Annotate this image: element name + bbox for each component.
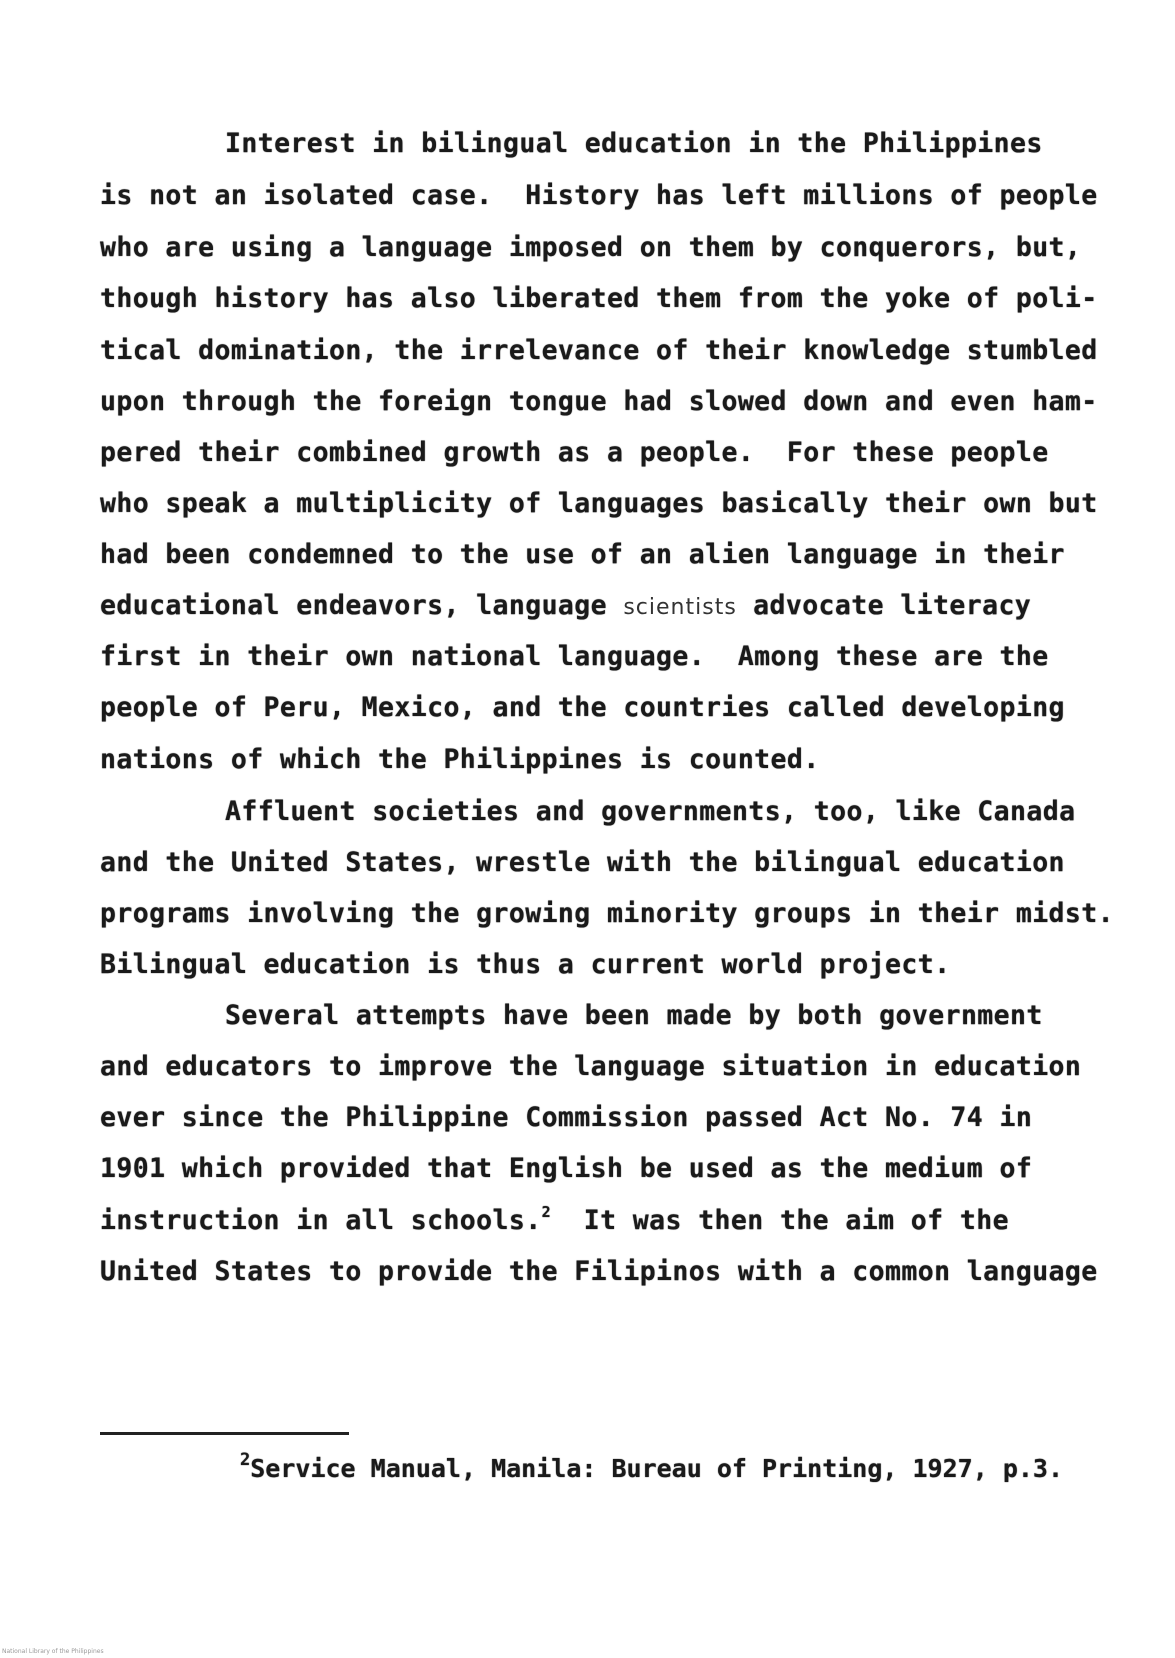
paragraph-1-line-7: pered their combined growth as a people. For these people xyxy=(100,437,1049,468)
footnote-reference: 2 xyxy=(541,1203,552,1221)
paragraph-1-line-5: tical domination, the irrelevance of their knowledge stumbled xyxy=(100,335,1098,366)
paragraph-2-line-1: Affluent societies and governments, too, like Canada xyxy=(225,796,1076,827)
paragraph-3-line-6: United States to provide the Filipinos with a common language xyxy=(100,1256,1098,1287)
footnote-divider xyxy=(100,1432,349,1435)
footnote xyxy=(240,1450,1064,1483)
line-10-end: advocate literacy xyxy=(736,590,1032,621)
paragraph-1-line-2: is not an isolated case. History has left millions of people xyxy=(100,180,1098,211)
footnote-marker: 2 xyxy=(240,1450,251,1470)
line-10-start: educational endeavors, language xyxy=(100,590,624,621)
paragraph-2-line-4: Bilingual education is thus a current world project. xyxy=(100,949,951,980)
paragraph-3-line-2: and educators to improve the language situation in education xyxy=(100,1051,1082,1082)
paragraph-1-line-1: Interest in bilingual education in the Philippines xyxy=(225,128,1043,159)
paragraph-1-line-13: nations of which the Philippines is counted. xyxy=(100,744,820,775)
paragraph-3-line-4: 1901 which provided that English be used as the medium of xyxy=(100,1153,1033,1184)
paragraph-1-line-3: who are using a language imposed on them by conquerors, but, xyxy=(100,232,1082,263)
footnote-text: Service Manual, Manila: Bureau of Printing, 1927, p.3. xyxy=(250,1454,1064,1483)
paragraph-2-line-3: programs involving the growing minority groups in their midst. xyxy=(100,898,1114,929)
paragraph-1-line-10 xyxy=(100,590,1031,624)
paragraph-3-line-1: Several attempts have been made by both government xyxy=(225,1000,1043,1031)
paragraph-1-line-4: though history has also liberated them from the yoke of poli- xyxy=(100,283,1098,314)
paragraph-1-line-6: upon through the foreign tongue had slowed down and even ham- xyxy=(100,386,1098,417)
paragraph-2-line-2: and the United States, wrestle with the bilingual education xyxy=(100,847,1065,878)
paragraph-3-line-3: ever since the Philippine Commission passed Act No. 74 in xyxy=(100,1102,1033,1133)
paragraph-1-line-11: first in their own national language. Among these are the xyxy=(100,641,1049,672)
paragraph-1-line-8: who speak a multiplicity of languages basically their own but xyxy=(100,488,1098,519)
scan-footer: National Library of the Philippines xyxy=(2,1648,104,1655)
line-5-end: It was then the aim of the xyxy=(551,1205,1009,1236)
paragraph-1-line-12: people of Peru, Mexico, and the countries called developing xyxy=(100,692,1065,723)
paragraph-3-line-5 xyxy=(100,1205,1009,1237)
line-5-start: instruction in all schools. xyxy=(100,1205,542,1236)
paragraph-1-line-9: had been condemned to the use of an alien language in their xyxy=(100,539,1065,570)
inserted-word: scientists xyxy=(623,595,737,620)
